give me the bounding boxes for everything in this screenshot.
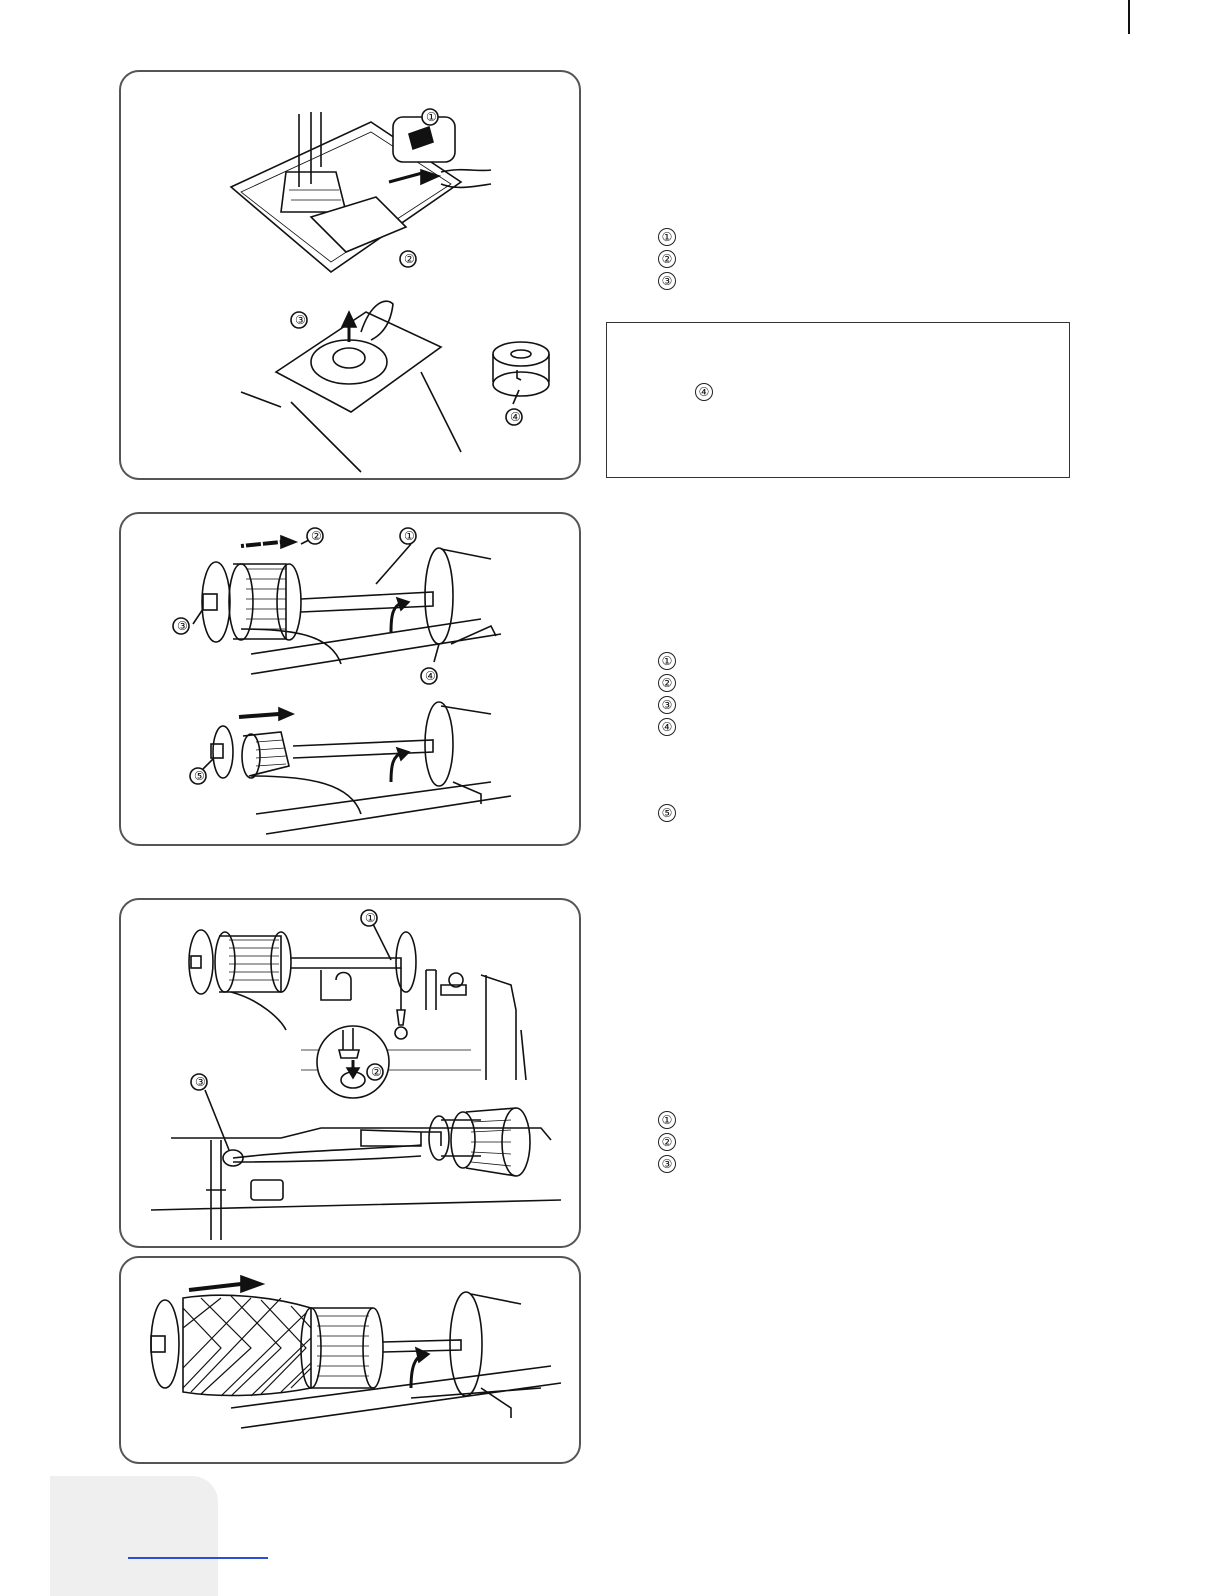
legend-item-1: ① bbox=[658, 228, 676, 246]
spool-net-illustration bbox=[121, 1258, 581, 1464]
legend-item-1: ① bbox=[658, 652, 676, 670]
page-tab bbox=[50, 1476, 218, 1596]
bobbin-cover-plate bbox=[311, 197, 406, 252]
legend-section3 bbox=[658, 1111, 676, 1177]
callout-4: ④ bbox=[510, 410, 521, 424]
legend-section1 bbox=[658, 228, 676, 294]
thread-spool-lower bbox=[242, 734, 260, 778]
spool-disc bbox=[396, 932, 416, 992]
callout-5: ⑤ bbox=[194, 769, 205, 783]
legend-item-2: ② bbox=[658, 1133, 676, 1151]
spool-pin-upper bbox=[301, 592, 433, 612]
callout-4: ④ bbox=[425, 669, 436, 683]
callout-1: ① bbox=[404, 529, 415, 543]
legend-section2-extra bbox=[658, 804, 676, 826]
figure-spool-pin bbox=[119, 512, 581, 846]
legend-item-3: ③ bbox=[658, 272, 676, 290]
bobbin-removal-illustration bbox=[121, 72, 581, 480]
spool-pin bbox=[291, 958, 401, 968]
legend-section2 bbox=[658, 652, 676, 740]
callout-3: ③ bbox=[177, 619, 188, 633]
spool-holder-disc bbox=[450, 1292, 482, 1396]
callout-1: ① bbox=[365, 911, 376, 925]
legend-item-5: ⑤ bbox=[658, 804, 676, 822]
legend-item-2: ② bbox=[658, 674, 676, 692]
figure-spool-net bbox=[119, 1256, 581, 1464]
legend-item-2: ② bbox=[658, 250, 676, 268]
spare-bobbin bbox=[493, 342, 549, 366]
callout-2: ② bbox=[404, 252, 415, 266]
callout-2: ② bbox=[311, 529, 322, 543]
legend-item-3: ③ bbox=[658, 696, 676, 714]
thread-spool bbox=[215, 932, 235, 992]
callout-3: ③ bbox=[195, 1075, 206, 1089]
figure-extra-spool-pin bbox=[119, 898, 581, 1248]
callout-1: ① bbox=[426, 110, 437, 124]
presser-foot bbox=[281, 172, 346, 212]
spool-cap-large bbox=[202, 562, 230, 642]
spool-holder-disc-upper bbox=[425, 548, 453, 644]
legend-item-3: ③ bbox=[658, 1155, 676, 1173]
callout-3: ③ bbox=[295, 313, 306, 327]
note-box bbox=[606, 322, 1070, 478]
legend-item-4: ④ bbox=[658, 718, 676, 736]
extra-spool-pin-illustration bbox=[121, 900, 581, 1248]
callout-2: ② bbox=[371, 1065, 382, 1079]
crop-mark bbox=[1128, 0, 1130, 34]
note-marker-4: ④ bbox=[695, 383, 713, 401]
legend-item-1: ① bbox=[658, 1111, 676, 1129]
bobbin bbox=[311, 340, 387, 384]
spool-on-extra-pin bbox=[429, 1116, 449, 1160]
spool-pin-lower bbox=[293, 740, 433, 758]
figure-remove-bobbin bbox=[119, 70, 581, 480]
spool-holder-disc-lower bbox=[425, 702, 453, 786]
spool-pin-illustration bbox=[121, 514, 581, 846]
footer-link-underline[interactable] bbox=[128, 1557, 268, 1559]
extra-spool-pin bbox=[397, 968, 405, 1025]
